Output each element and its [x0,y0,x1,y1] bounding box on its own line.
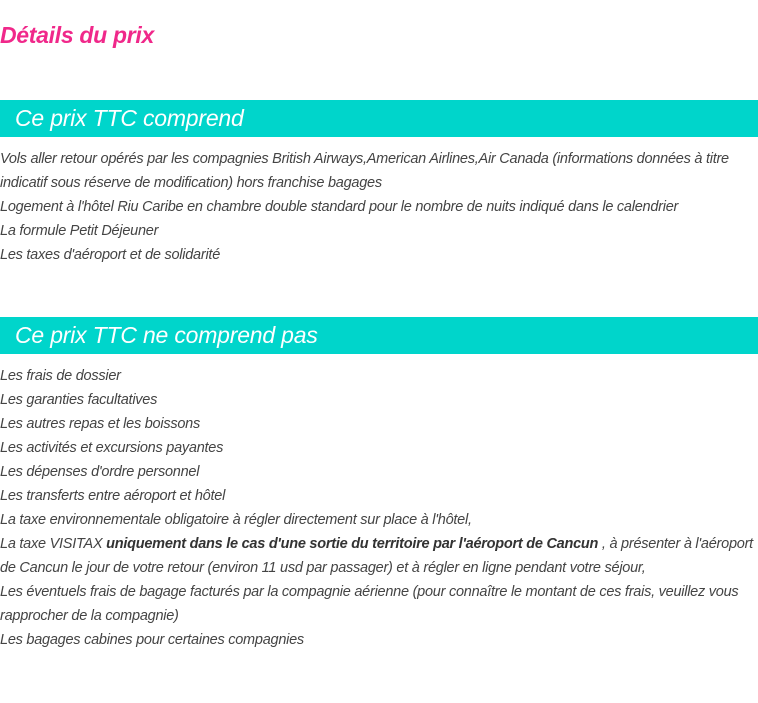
included-item-breakfast: La formule Petit Déjeuner [0,223,159,239]
excluded-item-transfers: Les transferts entre aéroport et hôtel [0,488,226,504]
excluded-list [0,364,758,652]
excluded-item-paid-activities: Les activités et excursions payantes [0,440,224,456]
page-title: Détails du prix [0,22,154,48]
excluded-item-personal-expenses: Les dépenses d'ordre personnel [0,464,200,480]
excluded-item-environmental-tax: La taxe environnementale obligatoire à régler directement sur place à l'hôtel, [0,512,472,528]
visitax-suffix: , à présenter à l'aéroport de Cancun le jour de votre retour (environ 11 usd par passager) et à régler en ligne pendant votre séjour, [0,536,753,576]
included-list [0,147,758,267]
included-item-hotel: Logement à l'hôtel Riu Caribe en chambre double standard pour le nombre de nuits indiqué dans le calendrier [0,199,679,215]
excluded-item-cabin-baggage: Les bagages cabines pour certaines compagnies [0,632,304,648]
excluded-item-meals-drinks: Les autres repas et les boissons [0,416,200,432]
included-item-flights: Vols aller retour opérés par les compagnies British Airways,American Airlines,Air Canada (informations données à titre indicatif sous réserve de modification) hors franchise bagages [0,151,729,191]
excluded-section [0,317,758,652]
excluded-item-visitax [0,532,758,580]
visitax-condition: uniquement dans le cas d'une sortie du territoire par l'aéroport de Cancun [106,536,599,552]
excluded-item-dossier-fees: Les frais de dossier [0,368,121,384]
included-section [0,100,758,267]
excluded-header: Ce prix TTC ne comprend pas [0,317,758,354]
included-item-taxes: Les taxes d'aéroport et de solidarité [0,247,221,263]
excluded-item-optional-insurance: Les garanties facultatives [0,392,158,408]
included-header: Ce prix TTC comprend [0,100,758,137]
visitax-prefix: La taxe VISITAX [0,536,107,552]
excluded-item-baggage-fees: Les éventuels frais de bagage facturés par la compagnie aérienne (pour connaître le montant de ces frais, veuillez vous rapprocher de la compagnie) [0,584,739,624]
